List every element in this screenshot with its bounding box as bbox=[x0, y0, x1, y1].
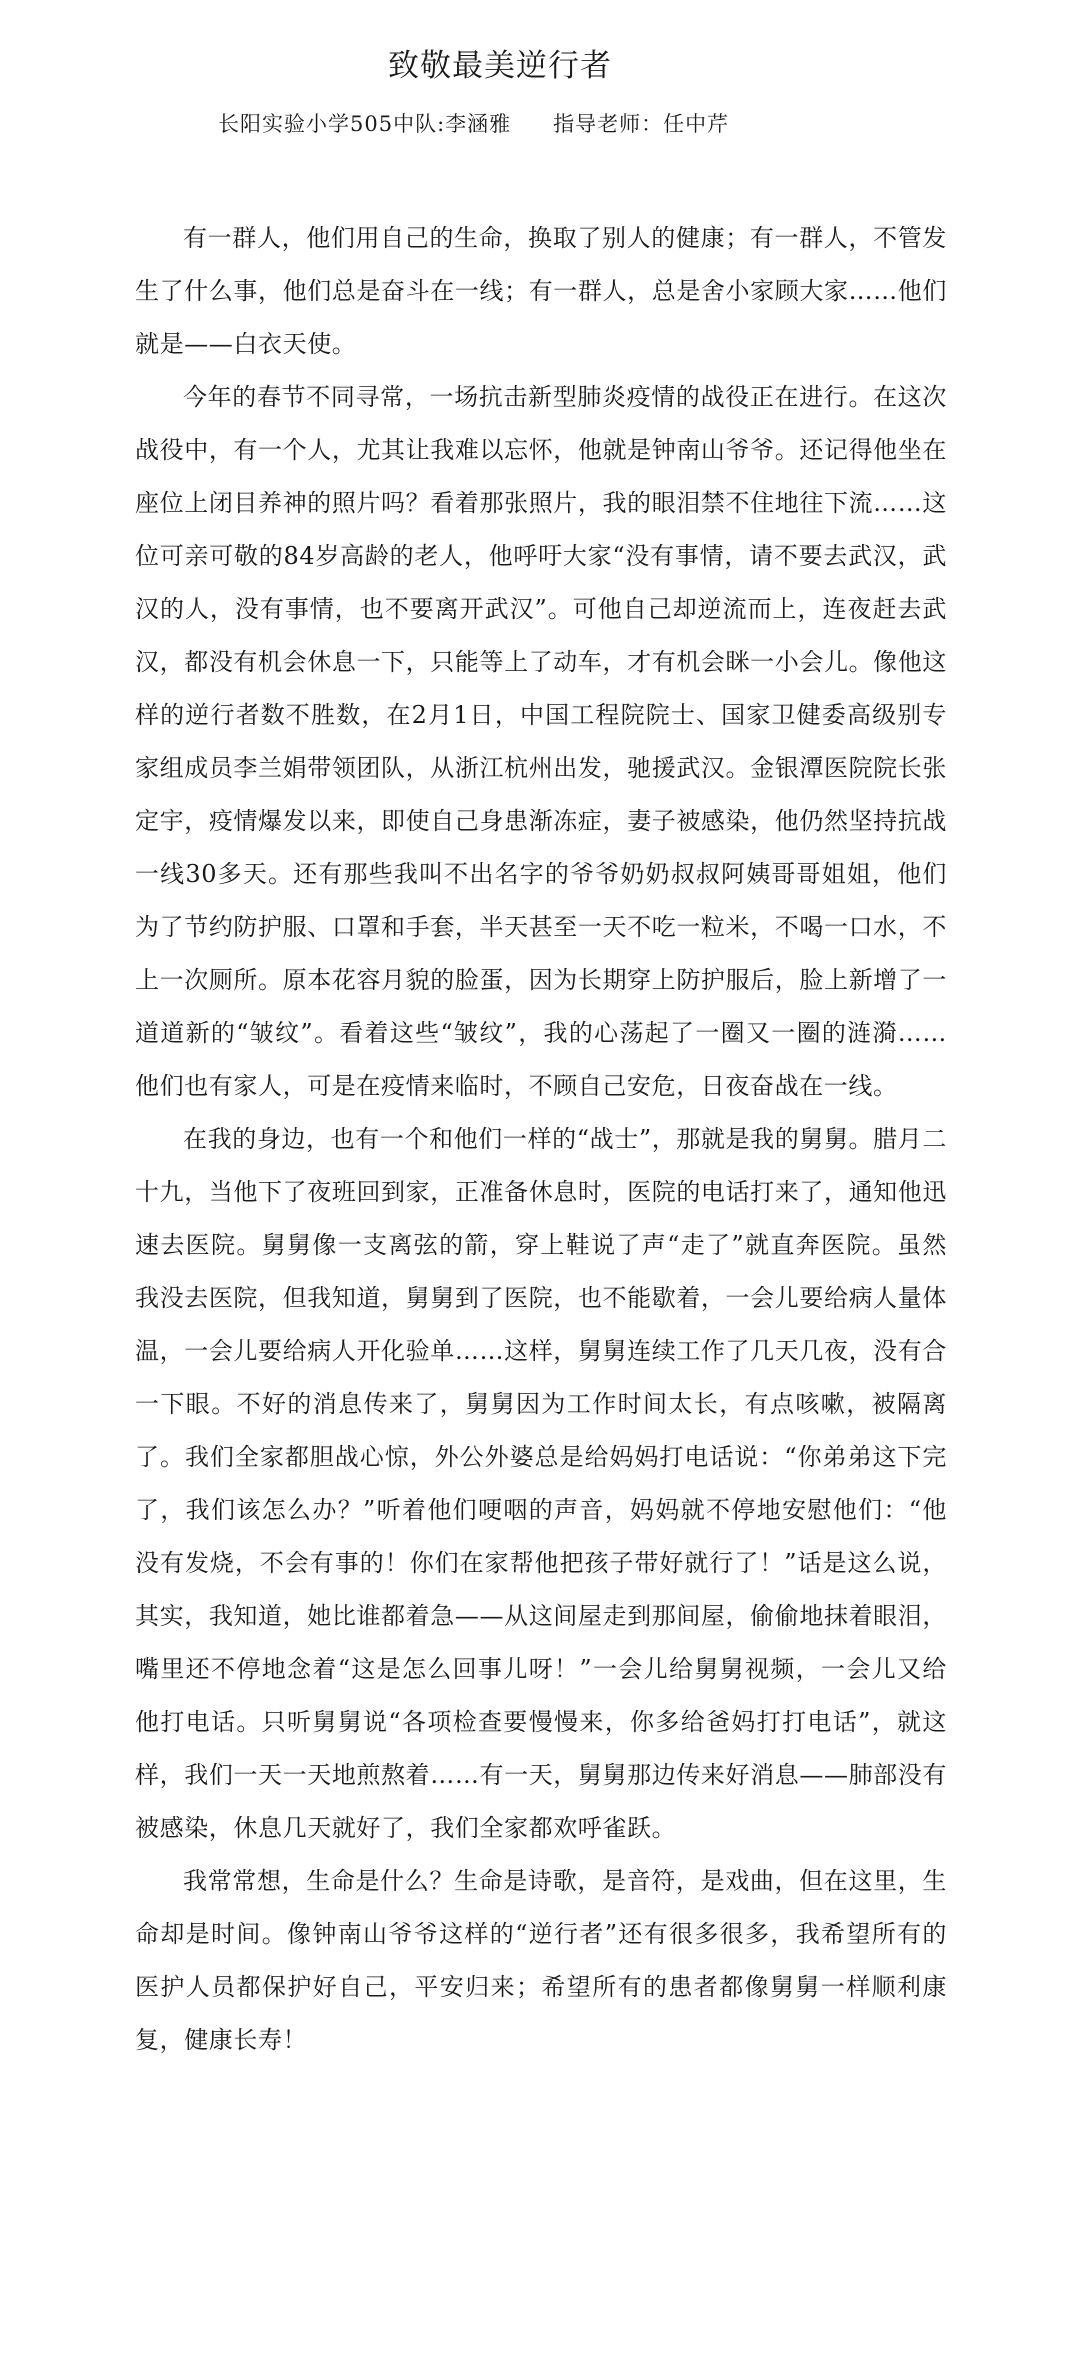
paragraph-1: 有一群人，他们用自己的生命，换取了别人的健康；有一群人，不管发生了什么事，他们总是奋斗在一线；有一群人，总是舍小家顾大家……他们就是——白衣天使。 bbox=[135, 224, 947, 358]
essay-body bbox=[135, 212, 947, 2067]
teacher-line: 指导老师：任中芹 bbox=[553, 112, 730, 136]
author-line: 长阳实验小学505中队:李涵雅 bbox=[218, 112, 512, 136]
paragraph-3: 在我的身边，也有一个和他们一样的“战士”，那就是我的舅舅。腊月二十九，当他下了夜班回到家，正准备休息时，医院的电话打来了，通知他迅速去医院。舅舅像一支离弦的箭，穿上鞋说了声“走了”就直奔医院。虽然我没去医院，但我知道，舅舅到了医院，也不能歇着，一会儿要给病人量体温，一会儿要给病人开化验单……这样，舅舅连续工作了几天几夜，没有合一下眼。不好的消息传来了，舅舅因为工作时间太长，有点咳嗽，被隔离了。我们全家都胆战心惊，外公外婆总是给妈妈打电话说：“你弟弟这下完了，我们该怎么办？”听着他们哽咽的声音，妈妈就不停地安慰他们：“他没有发烧，不会有事的！你们在家帮他把孩子带好就行了！”话是这么说，其实，我知道，她比谁都着急——从这间屋走到那间屋，偷偷地抹着眼泪，嘴里还不停地念着“这是怎么回事儿呀！”一会儿给舅舅视频，一会儿又给他打电话。只听舅舅说“各项检查要慢慢来，你多给爸妈打打电话”，就这样，我们一天一天地煎熬着……有一天，舅舅那边传来好消息——肺部没有被感染，休息几天就好了，我们全家都欢呼雀跃。 bbox=[135, 1125, 947, 1842]
paragraph-2: 今年的春节不同寻常，一场抗击新型肺炎疫情的战役正在进行。在这次战役中，有一个人，尤其让我难以忘怀，他就是钟南山爷爷。还记得他坐在座位上闭目养神的照片吗？看着那张照片，我的眼泪禁不住地往下流……这位可亲可敬的84岁高龄的老人，他呼吁大家“没有事情，请不要去武汉，武汉的人，没有事情，也不要离开武汉”。可他自己却逆流而上，连夜赶去武汉，都没有机会休息一下，只能等上了动车，才有机会眯一小会儿。像他这样的逆行者数不胜数，在2月1日，中国工程院院士、国家卫健委高级别专家组成员李兰娟带领团队，从浙江杭州出发，驰援武汉。金银潭医院院长张定宇，疫情爆发以来，即使自己身患渐冻症，妻子被感染，他仍然坚持抗战一线30多天。还有那些我叫不出名字的爷爷奶奶叔叔阿姨哥哥姐姐，他们为了节约防护服、口罩和手套，半天甚至一天不吃一粒米，不喝一口水，不上一次厕所。原本花容月貌的脸蛋，因为长期穿上防护服后，脸上新增了一道道新的“皱纹”。看着这些“皱纹”，我的心荡起了一圈又一圈的涟漪……他们也有家人，可是在疫情来临时，不顾自己安危，日夜奋战在一线。 bbox=[135, 383, 947, 1100]
byline bbox=[218, 108, 729, 138]
essay-title: 致敬最美逆行者 bbox=[388, 48, 612, 84]
paragraph-4: 我常常想，生命是什么？生命是诗歌，是音符，是戏曲，但在这里，生命却是时间。像钟南山爷爷这样的“逆行者”还有很多很多，我希望所有的医护人员都保护好自己，平安归来；希望所有的患者都像舅舅一样顺利康复，健康长寿！ bbox=[135, 1867, 947, 2054]
